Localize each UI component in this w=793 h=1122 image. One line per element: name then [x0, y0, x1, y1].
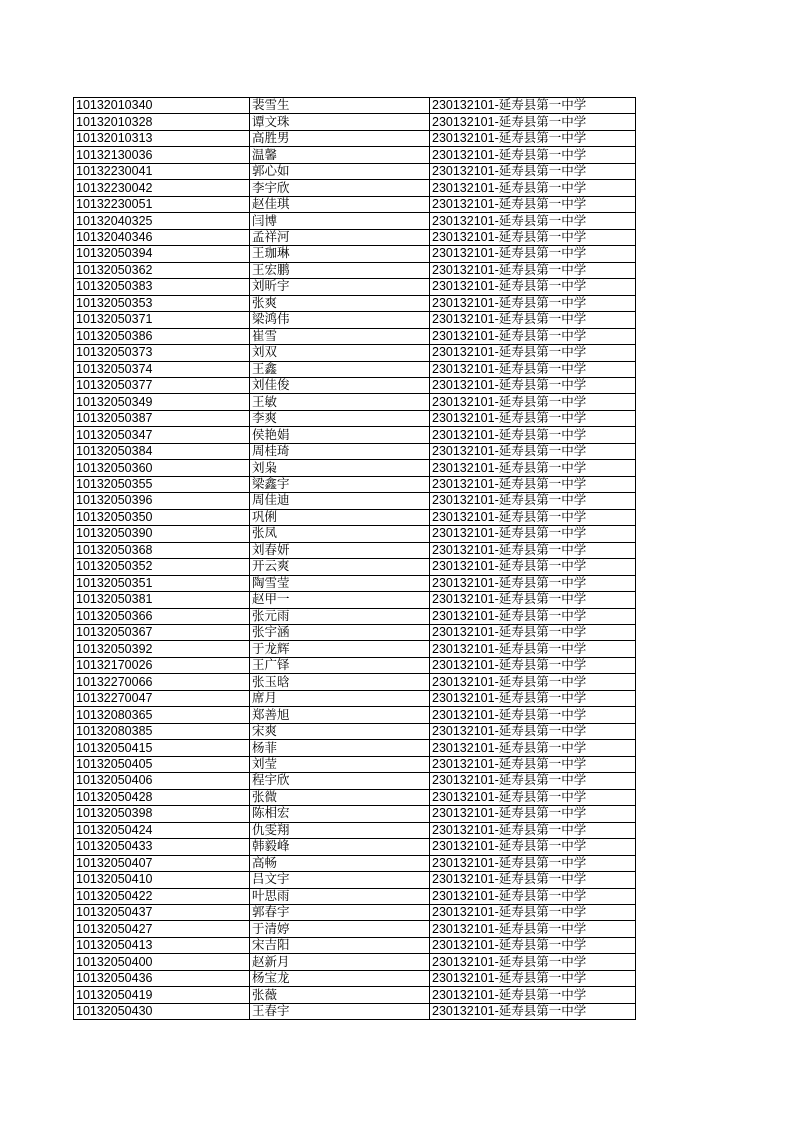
- student-name-cell: 郭心如: [250, 163, 430, 179]
- table-row: [74, 937, 636, 953]
- student-id-cell: 10132050398: [74, 806, 250, 822]
- student-name-cell: 李爽: [250, 410, 430, 426]
- student-id-cell: 10132050405: [74, 756, 250, 772]
- school-cell: 230132101-延寿县第一中学: [430, 213, 636, 229]
- table-row: [74, 1003, 636, 1019]
- table-row: [74, 608, 636, 624]
- school-cell: 230132101-延寿县第一中学: [430, 476, 636, 492]
- student-name-cell: 于清婷: [250, 921, 430, 937]
- table-row: [74, 443, 636, 459]
- table-row: [74, 262, 636, 278]
- school-cell: 230132101-延寿县第一中学: [430, 312, 636, 328]
- table-row: [74, 213, 636, 229]
- table-row: [74, 460, 636, 476]
- student-id-cell: 10132050419: [74, 987, 250, 1003]
- student-id-cell: 10132050362: [74, 262, 250, 278]
- table-row: [74, 328, 636, 344]
- school-cell: 230132101-延寿县第一中学: [430, 690, 636, 706]
- school-cell: 230132101-延寿县第一中学: [430, 427, 636, 443]
- student-name-cell: 杨菲: [250, 740, 430, 756]
- table-row: [74, 904, 636, 920]
- school-cell: 230132101-延寿县第一中学: [430, 114, 636, 130]
- student-name-cell: 王鑫: [250, 361, 430, 377]
- student-id-cell: 10132050373: [74, 345, 250, 361]
- student-id-cell: 10132050427: [74, 921, 250, 937]
- student-name-cell: 宋爽: [250, 723, 430, 739]
- school-cell: 230132101-延寿县第一中学: [430, 163, 636, 179]
- table-row: [74, 987, 636, 1003]
- student-name-cell: 席月: [250, 690, 430, 706]
- student-id-cell: 10132010313: [74, 130, 250, 146]
- school-cell: 230132101-延寿县第一中学: [430, 608, 636, 624]
- student-id-cell: 10132010340: [74, 98, 250, 114]
- school-cell: 230132101-延寿县第一中学: [430, 937, 636, 953]
- school-cell: 230132101-延寿县第一中学: [430, 246, 636, 262]
- student-name-cell: 叶思雨: [250, 888, 430, 904]
- student-id-cell: 10132050355: [74, 476, 250, 492]
- student-name-cell: 郭春宇: [250, 904, 430, 920]
- table-row: [74, 822, 636, 838]
- school-cell: 230132101-延寿县第一中学: [430, 592, 636, 608]
- student-id-cell: 10132040325: [74, 213, 250, 229]
- student-name-cell: 刘莹: [250, 756, 430, 772]
- school-cell: 230132101-延寿县第一中学: [430, 509, 636, 525]
- student-name-cell: 张爽: [250, 295, 430, 311]
- school-cell: 230132101-延寿县第一中学: [430, 262, 636, 278]
- table-row: [74, 147, 636, 163]
- student-name-cell: 开云爽: [250, 559, 430, 575]
- student-id-cell: 10132080365: [74, 707, 250, 723]
- student-id-cell: 10132050351: [74, 575, 250, 591]
- student-name-cell: 张宇涵: [250, 625, 430, 641]
- school-cell: 230132101-延寿县第一中学: [430, 839, 636, 855]
- student-name-cell: 梁鑫宇: [250, 476, 430, 492]
- school-cell: 230132101-延寿县第一中学: [430, 625, 636, 641]
- student-id-cell: 10132050400: [74, 954, 250, 970]
- school-cell: 230132101-延寿县第一中学: [430, 970, 636, 986]
- table-row: [74, 295, 636, 311]
- student-name-cell: 程宇欣: [250, 773, 430, 789]
- student-id-cell: 10132050347: [74, 427, 250, 443]
- student-name-cell: 周佳迪: [250, 493, 430, 509]
- school-cell: 230132101-延寿县第一中学: [430, 361, 636, 377]
- school-cell: 230132101-延寿县第一中学: [430, 180, 636, 196]
- school-cell: 230132101-延寿县第一中学: [430, 394, 636, 410]
- student-name-cell: 仇雯翔: [250, 822, 430, 838]
- table-row: [74, 773, 636, 789]
- school-cell: 230132101-延寿县第一中学: [430, 641, 636, 657]
- student-id-cell: 10132050413: [74, 937, 250, 953]
- student-id-cell: 10132050424: [74, 822, 250, 838]
- student-id-cell: 10132050406: [74, 773, 250, 789]
- school-cell: 230132101-延寿县第一中学: [430, 707, 636, 723]
- table-row: [74, 345, 636, 361]
- student-id-cell: 10132050374: [74, 361, 250, 377]
- student-id-cell: 10132050394: [74, 246, 250, 262]
- student-id-cell: 10132050384: [74, 443, 250, 459]
- student-name-cell: 高畅: [250, 855, 430, 871]
- table-row: [74, 740, 636, 756]
- table-row: [74, 756, 636, 772]
- student-id-cell: 10132050387: [74, 410, 250, 426]
- table-row: [74, 707, 636, 723]
- student-list-table: [73, 97, 636, 1020]
- school-cell: 230132101-延寿县第一中学: [430, 196, 636, 212]
- table-row: [74, 361, 636, 377]
- student-name-cell: 刘双: [250, 345, 430, 361]
- student-id-cell: 10132050437: [74, 904, 250, 920]
- school-cell: 230132101-延寿县第一中学: [430, 493, 636, 509]
- student-name-cell: 王珈琳: [250, 246, 430, 262]
- student-id-cell: 10132270047: [74, 690, 250, 706]
- student-name-cell: 陶雪莹: [250, 575, 430, 591]
- table-row: [74, 872, 636, 888]
- school-cell: 230132101-延寿县第一中学: [430, 1003, 636, 1019]
- table-row: [74, 509, 636, 525]
- student-name-cell: 刘佳俊: [250, 377, 430, 393]
- school-cell: 230132101-延寿县第一中学: [430, 542, 636, 558]
- school-cell: 230132101-延寿县第一中学: [430, 526, 636, 542]
- student-id-cell: 10132050381: [74, 592, 250, 608]
- student-name-cell: 王宏鹏: [250, 262, 430, 278]
- student-name-cell: 刘春妍: [250, 542, 430, 558]
- table-row: [74, 180, 636, 196]
- school-cell: 230132101-延寿县第一中学: [430, 740, 636, 756]
- student-id-cell: 10132040346: [74, 229, 250, 245]
- student-name-cell: 谭文珠: [250, 114, 430, 130]
- student-name-cell: 宋吉阳: [250, 937, 430, 953]
- school-cell: 230132101-延寿县第一中学: [430, 328, 636, 344]
- student-name-cell: 赵佳琪: [250, 196, 430, 212]
- school-cell: 230132101-延寿县第一中学: [430, 674, 636, 690]
- student-name-cell: 赵新月: [250, 954, 430, 970]
- student-id-cell: 10132050410: [74, 872, 250, 888]
- student-name-cell: 张凤: [250, 526, 430, 542]
- table-row: [74, 690, 636, 706]
- student-name-cell: 崔雪: [250, 328, 430, 344]
- table-row: [74, 279, 636, 295]
- table-row: [74, 410, 636, 426]
- table-row: [74, 723, 636, 739]
- student-id-cell: 10132050353: [74, 295, 250, 311]
- table-row: [74, 130, 636, 146]
- student-name-cell: 吕文宇: [250, 872, 430, 888]
- school-cell: 230132101-延寿县第一中学: [430, 559, 636, 575]
- student-name-cell: 裴雪生: [250, 98, 430, 114]
- student-id-cell: 10132050396: [74, 493, 250, 509]
- school-cell: 230132101-延寿县第一中学: [430, 921, 636, 937]
- student-id-cell: 10132050368: [74, 542, 250, 558]
- school-cell: 230132101-延寿县第一中学: [430, 789, 636, 805]
- school-cell: 230132101-延寿县第一中学: [430, 773, 636, 789]
- table-row: [74, 542, 636, 558]
- student-id-cell: 10132050430: [74, 1003, 250, 1019]
- table-row: [74, 476, 636, 492]
- school-cell: 230132101-延寿县第一中学: [430, 345, 636, 361]
- school-cell: 230132101-延寿县第一中学: [430, 872, 636, 888]
- student-name-cell: 刘枭: [250, 460, 430, 476]
- student-id-cell: 10132050390: [74, 526, 250, 542]
- student-name-cell: 赵甲一: [250, 592, 430, 608]
- student-name-cell: 王敏: [250, 394, 430, 410]
- student-id-cell: 10132050349: [74, 394, 250, 410]
- table-row: [74, 954, 636, 970]
- table-row: [74, 377, 636, 393]
- student-id-cell: 10132130036: [74, 147, 250, 163]
- table-row: [74, 229, 636, 245]
- student-name-cell: 李宇欣: [250, 180, 430, 196]
- student-id-cell: 10132050407: [74, 855, 250, 871]
- student-name-cell: 刘昕宇: [250, 279, 430, 295]
- school-cell: 230132101-延寿县第一中学: [430, 822, 636, 838]
- school-cell: 230132101-延寿县第一中学: [430, 229, 636, 245]
- student-id-cell: 10132050377: [74, 377, 250, 393]
- student-name-cell: 张薇: [250, 987, 430, 1003]
- student-name-cell: 周桂琦: [250, 443, 430, 459]
- table-row: [74, 526, 636, 542]
- table-row: [74, 163, 636, 179]
- school-cell: 230132101-延寿县第一中学: [430, 130, 636, 146]
- student-name-cell: 张元雨: [250, 608, 430, 624]
- school-cell: 230132101-延寿县第一中学: [430, 98, 636, 114]
- school-cell: 230132101-延寿县第一中学: [430, 888, 636, 904]
- school-cell: 230132101-延寿县第一中学: [430, 855, 636, 871]
- student-id-cell: 10132050350: [74, 509, 250, 525]
- school-cell: 230132101-延寿县第一中学: [430, 279, 636, 295]
- school-cell: 230132101-延寿县第一中学: [430, 657, 636, 673]
- student-id-cell: 10132050366: [74, 608, 250, 624]
- school-cell: 230132101-延寿县第一中学: [430, 377, 636, 393]
- student-id-cell: 10132230051: [74, 196, 250, 212]
- student-id-cell: 10132050436: [74, 970, 250, 986]
- student-id-cell: 10132050360: [74, 460, 250, 476]
- student-name-cell: 郑善旭: [250, 707, 430, 723]
- table-row: [74, 427, 636, 443]
- school-cell: 230132101-延寿县第一中学: [430, 295, 636, 311]
- student-id-cell: 10132010328: [74, 114, 250, 130]
- student-id-cell: 10132050352: [74, 559, 250, 575]
- table-row: [74, 98, 636, 114]
- student-id-cell: 10132050367: [74, 625, 250, 641]
- student-id-cell: 10132050422: [74, 888, 250, 904]
- school-cell: 230132101-延寿县第一中学: [430, 460, 636, 476]
- student-name-cell: 闫博: [250, 213, 430, 229]
- student-id-cell: 10132050386: [74, 328, 250, 344]
- school-cell: 230132101-延寿县第一中学: [430, 575, 636, 591]
- student-id-cell: 10132050428: [74, 789, 250, 805]
- table-row: [74, 592, 636, 608]
- student-id-cell: 10132230041: [74, 163, 250, 179]
- student-id-cell: 10132230042: [74, 180, 250, 196]
- student-name-cell: 高胜男: [250, 130, 430, 146]
- student-id-cell: 10132050392: [74, 641, 250, 657]
- school-cell: 230132101-延寿县第一中学: [430, 806, 636, 822]
- school-cell: 230132101-延寿县第一中学: [430, 410, 636, 426]
- student-name-cell: 张微: [250, 789, 430, 805]
- school-cell: 230132101-延寿县第一中学: [430, 723, 636, 739]
- student-name-cell: 韩毅峰: [250, 839, 430, 855]
- table-row: [74, 559, 636, 575]
- table-row: [74, 625, 636, 641]
- student-id-cell: 10132080385: [74, 723, 250, 739]
- table-row: [74, 839, 636, 855]
- school-cell: 230132101-延寿县第一中学: [430, 443, 636, 459]
- student-name-cell: 梁鸿伟: [250, 312, 430, 328]
- student-id-cell: 10132050371: [74, 312, 250, 328]
- table-row: [74, 312, 636, 328]
- table-row: [74, 970, 636, 986]
- table-row: [74, 657, 636, 673]
- student-id-cell: 10132050433: [74, 839, 250, 855]
- school-cell: 230132101-延寿县第一中学: [430, 756, 636, 772]
- table-row: [74, 493, 636, 509]
- student-id-cell: 10132050415: [74, 740, 250, 756]
- table-row: [74, 246, 636, 262]
- school-cell: 230132101-延寿县第一中学: [430, 904, 636, 920]
- student-name-cell: 温馨: [250, 147, 430, 163]
- table-row: [74, 789, 636, 805]
- table-row: [74, 575, 636, 591]
- table-row: [74, 921, 636, 937]
- student-name-cell: 巩俐: [250, 509, 430, 525]
- student-name-cell: 王广铎: [250, 657, 430, 673]
- student-name-cell: 孟祥河: [250, 229, 430, 245]
- student-name-cell: 王春宇: [250, 1003, 430, 1019]
- table-body: [74, 98, 636, 1020]
- table-row: [74, 888, 636, 904]
- student-id-cell: 10132170026: [74, 657, 250, 673]
- student-name-cell: 于龙辉: [250, 641, 430, 657]
- table-row: [74, 855, 636, 871]
- table-row: [74, 641, 636, 657]
- table-row: [74, 394, 636, 410]
- table-row: [74, 674, 636, 690]
- student-id-cell: 10132050383: [74, 279, 250, 295]
- student-name-cell: 杨宝龙: [250, 970, 430, 986]
- student-name-cell: 陈相宏: [250, 806, 430, 822]
- school-cell: 230132101-延寿县第一中学: [430, 987, 636, 1003]
- student-id-cell: 10132270066: [74, 674, 250, 690]
- student-name-cell: 侯艳娟: [250, 427, 430, 443]
- student-name-cell: 张玉晗: [250, 674, 430, 690]
- table-row: [74, 196, 636, 212]
- table-row: [74, 806, 636, 822]
- school-cell: 230132101-延寿县第一中学: [430, 147, 636, 163]
- table-row: [74, 114, 636, 130]
- school-cell: 230132101-延寿县第一中学: [430, 954, 636, 970]
